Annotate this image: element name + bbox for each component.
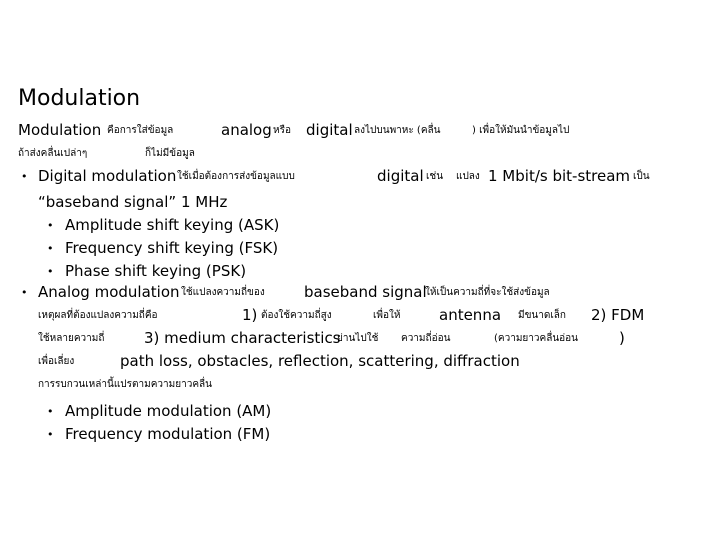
list-item: Phase shift keying (PSK) [65, 262, 247, 280]
list-item: Amplitude shift keying (ASK) [65, 216, 280, 234]
modulation-term: Modulation [18, 121, 102, 139]
thai-text: (ความยาวคลื่นอ่อน [494, 333, 579, 344]
thai-text: ใช้เมื่อต้องการส่งข้อมูลแบบ [177, 171, 295, 182]
thai-text: ใช้แปลงความถี่ของ [181, 287, 265, 298]
thai-text: เหตุผลที่ต้องแปลงความถี่คือ [38, 310, 158, 321]
bullet-icon: • [47, 219, 54, 232]
thai-text: ถ้าส่งคลื่นเปล่าๆ [18, 148, 88, 159]
bullet-icon: • [47, 405, 54, 418]
bullet-icon: • [47, 265, 54, 278]
baseband-term: baseband signal [304, 283, 427, 301]
thai-text: การรบกวนเหล่านี้แปรตามความยาวคลื่น [38, 379, 212, 390]
digital-modulation-term: Digital modulation [38, 167, 177, 185]
thai-text: ย่านไปใช้ [337, 333, 379, 344]
antenna-term: antenna [439, 306, 502, 324]
digital-term: digital [306, 121, 353, 139]
analog-modulation-term: Analog modulation [38, 283, 180, 301]
thai-text: ใช้หลายความถี่ [38, 333, 105, 344]
reason-3: 3) medium characteristics [144, 329, 341, 347]
thai-text: ลงไปบนพาหะ (คลื่น [354, 125, 441, 136]
thai-text: ต้องใช้ความถี่สูง [261, 310, 332, 321]
thai-text: ให้เป็นความถี่ที่จะใช้ส่งข้อมูล [425, 287, 550, 298]
thai-text: หรือ [273, 125, 291, 136]
bullet-icon: • [21, 286, 28, 299]
thai-text: ) เพื่อให้มันนำข้อมูลไป [472, 125, 570, 136]
thai-text: เพื่อเลี่ยง [38, 356, 75, 367]
list-item: Frequency modulation (FM) [65, 425, 271, 443]
thai-text: เป็น [633, 171, 650, 182]
page-title: Modulation [18, 86, 141, 111]
thai-text: เพื่อให้ [373, 310, 401, 321]
bullet-icon: • [47, 428, 54, 441]
list-item: Frequency shift keying (FSK) [65, 239, 279, 257]
bullet-icon: • [21, 170, 28, 183]
thai-text: ก็ไม่มีข้อมูล [145, 148, 195, 159]
reason-1: 1) [242, 306, 258, 324]
thai-text: ความถี่อ่อน [401, 333, 451, 344]
bitstream-term: 1 Mbit/s bit-stream [488, 167, 631, 185]
analog-term: analog [221, 121, 272, 139]
bullet-icon: • [47, 242, 54, 255]
thai-text: คือการใส่ข้อมูล [107, 125, 174, 136]
effects-text: path loss, obstacles, reflection, scattering, diffraction [120, 352, 520, 370]
digital-term: digital [377, 167, 424, 185]
list-item: Amplitude modulation (AM) [65, 402, 272, 420]
thai-text: มีขนาดเล็ก [518, 310, 566, 321]
thai-text: แปลง [456, 171, 480, 182]
reason-2: 2) FDM [591, 306, 645, 324]
close-paren: ) [619, 329, 625, 347]
baseband-signal-text: “baseband signal” 1 MHz [38, 193, 228, 211]
thai-text: เช่น [426, 171, 444, 182]
